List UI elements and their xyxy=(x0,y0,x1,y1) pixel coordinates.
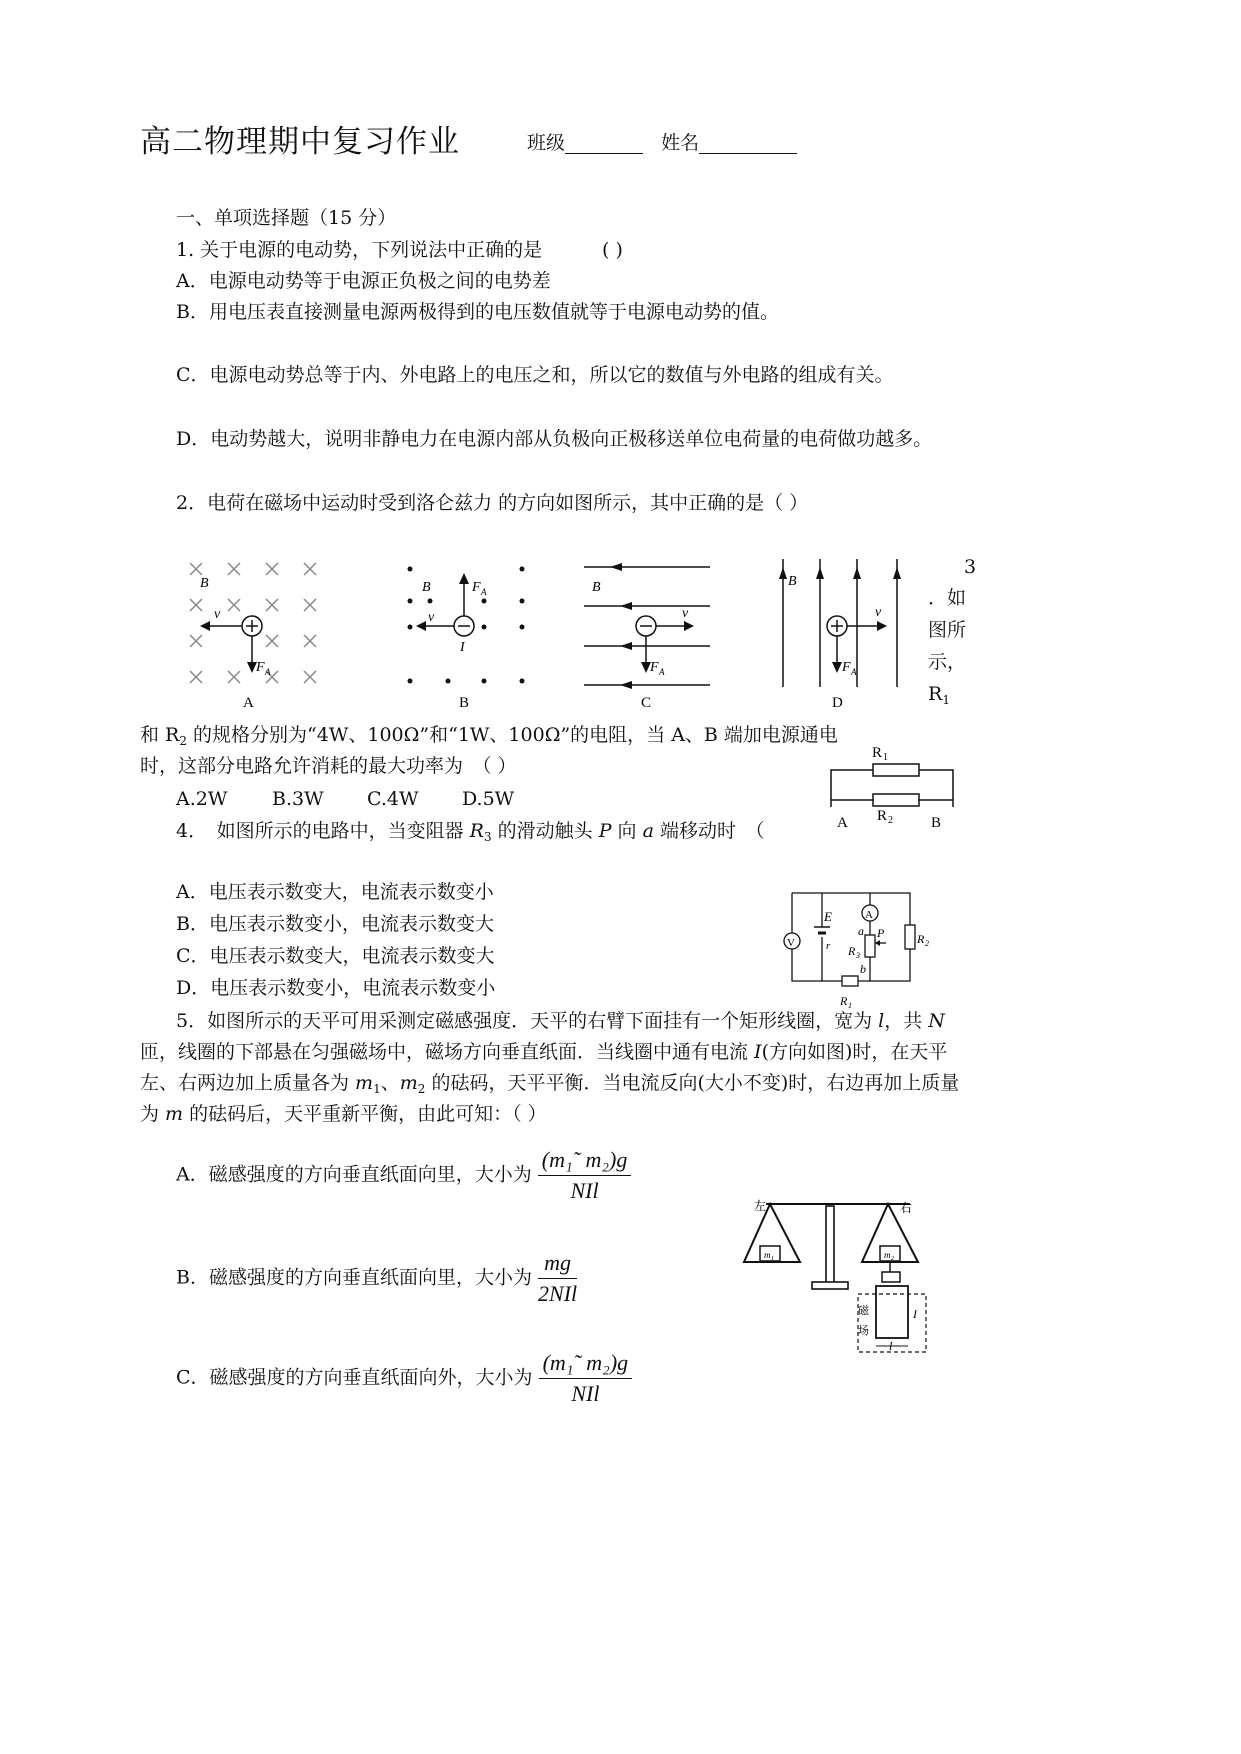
q3-option-d: D.5W xyxy=(462,788,515,810)
svg-text:R: R xyxy=(840,994,848,1008)
class-blank[interactable] xyxy=(565,133,643,154)
q4-option-d: D．电压表示数变小，电流表示数变小 xyxy=(176,977,496,999)
svg-text:B: B xyxy=(459,695,470,711)
voltmeter-label: V xyxy=(787,937,795,949)
q3-side-text-4: $R_1$ xyxy=(928,683,950,707)
svg-text:F: F xyxy=(472,580,481,595)
left-pan-label: 左 xyxy=(754,1199,767,1213)
width-label: l xyxy=(889,1339,893,1353)
q3-side-text-2: 图所 xyxy=(928,619,967,641)
q5-option-b-formula: $\frac{mg}{\text{2NIl}}$ xyxy=(538,1250,578,1306)
svg-text:B: B xyxy=(788,574,797,589)
svg-text:F: F xyxy=(650,660,659,675)
q1-option-d: D．电动势越大，说明非静电力在电源内部从负极向正极移送单位电荷量的电荷做功越多。 xyxy=(176,428,933,450)
svg-text:R: R xyxy=(848,944,856,958)
svg-text:1: 1 xyxy=(771,1256,774,1262)
q4-option-c: C．电压表示数变大，电流表示数变大 xyxy=(176,945,495,967)
svg-text:P: P xyxy=(877,926,885,940)
svg-text:D: D xyxy=(832,695,843,711)
q5-option-a: A．磁感强度的方向垂直纸面向里，大小为 $\frac{\text{(m₁˜ m₂)g}}{\text{NIl}}$ xyxy=(176,1147,631,1204)
q1-answer-paren: ( ) xyxy=(602,239,623,261)
q5-balance-figure xyxy=(740,1190,940,1370)
terminal-a-label: A xyxy=(837,815,848,831)
q3-circuit-figure xyxy=(825,740,965,830)
q3-side-text-3: 示， xyxy=(928,651,967,673)
q3-line-2: 时，这部分电路允许消耗的最大功率为 （ ） xyxy=(140,755,517,777)
svg-text:1: 1 xyxy=(848,1001,852,1010)
name-label: 姓名 xyxy=(661,132,700,154)
q1-option-c: C．电源电动势总等于内、外电路上的电压之和，所以它的数值与外电路的组成有关。 xyxy=(176,364,894,386)
svg-text:2: 2 xyxy=(925,939,929,948)
q5-line-4: 为 m 的砝码后，天平重新平衡，由此可知：（ ） xyxy=(140,1103,547,1125)
right-pan-label: 右 xyxy=(900,1201,913,1215)
q2-figure-c xyxy=(580,555,720,715)
q2-figure-d xyxy=(775,555,915,715)
r1-label: R xyxy=(872,745,883,761)
svg-text:E: E xyxy=(824,909,832,924)
field-label-b: B xyxy=(200,576,209,591)
force-label: F xyxy=(256,660,265,675)
svg-text:a: a xyxy=(858,924,864,938)
svg-text:I: I xyxy=(460,640,465,655)
svg-text:R: R xyxy=(917,932,925,946)
q5-line-3: 左、右两边加上质量各为 $m_1$、$m_2$ 的砝码，天平平衡．当电流反向(大小不变)时，右边再加上质量 xyxy=(140,1072,960,1096)
section-heading: 一、单项选择题（15 分） xyxy=(176,207,397,229)
q1-stem: 1. 关于电源的电动势，下列说法中正确的是 xyxy=(176,239,543,261)
q3-option-a: A.2W xyxy=(176,788,228,810)
q2-figure-a xyxy=(180,555,330,715)
q3-number: 3 xyxy=(964,556,977,578)
class-field[interactable] xyxy=(527,132,797,154)
svg-text:F: F xyxy=(842,660,851,675)
q2-figure-b xyxy=(400,555,540,715)
q4-option-b: B．电压表示数变小，电流表示数变大 xyxy=(176,913,494,935)
svg-text:3: 3 xyxy=(856,951,860,960)
svg-text:v: v xyxy=(875,605,882,620)
ammeter-label: A xyxy=(865,909,873,921)
r2-label: R xyxy=(877,808,888,824)
class-label: 班级 xyxy=(527,132,566,154)
q5-option-b: B．磁感强度的方向垂直纸面向里，大小为 $\frac{mg}{\text{2NIl}}$ xyxy=(176,1250,578,1306)
svg-text:2: 2 xyxy=(891,1256,894,1262)
q1-option-a: A．电源电动势等于电源正负极之间的电势差 xyxy=(176,270,551,292)
svg-text:2: 2 xyxy=(888,815,893,826)
q3-side-text-1: ．如 xyxy=(928,587,967,609)
q3-line-1: 和 $R_2$ 的规格分别为“4W、100Ω”和“1W、100Ω”的电阻，当 A、B 端加电源通电 xyxy=(140,724,838,748)
q5-option-c-formula: $\frac{\text{(m₁˜ m₂)g}}{\text{NIl}}$ xyxy=(539,1350,633,1407)
q5-line-1: 5．如图所示的天平可用采测定磁感强度．天平的右臂下面挂有一个矩形线圈，宽为 l，共 N xyxy=(176,1010,945,1032)
svg-text:A: A xyxy=(481,587,487,597)
magnetic-field-label-2: 场 xyxy=(858,1325,869,1337)
q3-option-c: C.4W xyxy=(367,788,419,810)
svg-text:B: B xyxy=(592,580,601,595)
page-title: 高二物理期中复习作业 xyxy=(140,124,460,160)
terminal-b-label: B xyxy=(931,815,942,831)
magnetic-field-label-1: 磁 xyxy=(858,1305,869,1317)
svg-text:v: v xyxy=(682,606,689,621)
q1-option-b: B．用电压表直接测量电源两极得到的电压数值就等于电源电动势的值。 xyxy=(176,301,779,323)
svg-text:b: b xyxy=(860,962,866,976)
q4-stem: 4． 如图所示的电路中，当变阻器 $R_3$ 的滑动触头 P 向 a 端移动时 （ xyxy=(176,820,765,844)
svg-text:v: v xyxy=(428,610,435,625)
name-blank[interactable] xyxy=(699,133,797,154)
force-label-sub: A xyxy=(265,667,271,677)
velocity-label: v xyxy=(214,607,221,622)
svg-text:B: B xyxy=(422,580,431,595)
fig-label-a: A xyxy=(243,695,254,711)
svg-text:A: A xyxy=(659,667,665,677)
q4-circuit-figure xyxy=(778,885,928,1015)
q5-option-c: C．磁感强度的方向垂直纸面向外，大小为 $\frac{\text{(m₁˜ m₂)g}}{\text{NIl}}$ xyxy=(176,1350,632,1407)
q3-option-b: B.3W xyxy=(272,788,324,810)
q4-option-a: A．电压表示数变大，电流表示数变小 xyxy=(176,881,494,903)
q5-option-a-formula: $\frac{\text{(m₁˜ m₂)g}}{\text{NIl}}$ xyxy=(538,1147,632,1204)
svg-text:r: r xyxy=(826,940,831,952)
svg-text:m: m xyxy=(764,1250,771,1260)
svg-text:C: C xyxy=(641,695,652,711)
svg-text:1: 1 xyxy=(883,752,888,763)
svg-text:m: m xyxy=(884,1250,891,1260)
current-label: I xyxy=(913,1307,917,1321)
q5-line-2: 匝，线圈的下部悬在匀强磁场中，磁场方向垂直纸面．当线圈中通有电流 I(方向如图)时，在天平 xyxy=(140,1041,948,1063)
svg-text:A: A xyxy=(851,667,857,677)
q2-stem: 2．电荷在磁场中运动时受到洛仑兹力 的方向如图所示，其中正确的是（ ） xyxy=(176,492,809,514)
